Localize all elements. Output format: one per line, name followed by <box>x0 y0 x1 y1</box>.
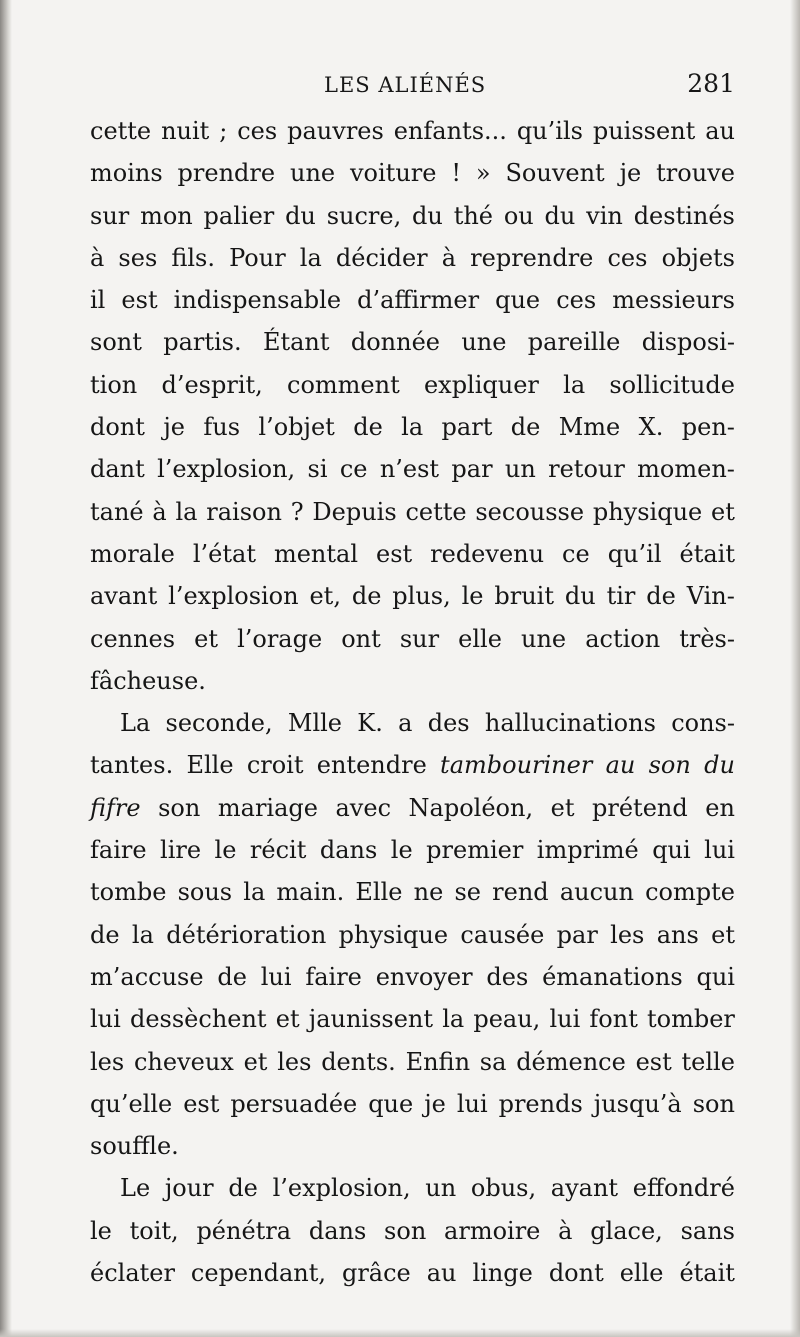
text-line: les cheveux et les dents. Enfin sa démence est telle <box>90 1047 735 1076</box>
text-line: Le jour de l’explosion, un obus, ayant effondré <box>120 1174 735 1203</box>
text-line: La seconde, Mlle K. a des hallucinations cons- <box>120 709 735 738</box>
text-line: tombe sous la main. Elle ne se rend aucun compte <box>90 878 735 907</box>
text-line: sur mon palier du sucre, du thé ou du vin destinés <box>90 201 735 230</box>
text-line: le toit, pénétra dans son armoire à glace, sans <box>90 1216 735 1245</box>
text-line: m’accuse de lui faire envoyer des émanations qui <box>90 962 735 991</box>
text-line: à ses fils. Pour la décider à reprendre ces objets <box>90 243 735 272</box>
text-line: il est indispensable d’affirmer que ces messieurs <box>90 286 735 315</box>
text-line: souffle. <box>90 1132 179 1161</box>
text-line: morale l’état mental est redevenu ce qu’il était <box>90 539 735 568</box>
text-line: éclater cependant, grâce au linge dont elle était <box>90 1259 735 1288</box>
text-line: tantes. Elle croit entendre tambouriner au son du <box>90 751 735 780</box>
text-line: dont je fus l’objet de la part de Mme X. pen- <box>90 413 735 442</box>
text-line: fâcheuse. <box>90 666 206 695</box>
text-line: lui dessèchent et jaunissent la peau, lui font tomber <box>90 1005 735 1034</box>
page-number: 281 <box>687 69 735 98</box>
text-line: sont partis. Étant donnée une pareille disposi- <box>90 328 735 357</box>
text-line: cennes et l’orage ont sur elle une action très- <box>90 624 735 653</box>
text-line: tané à la raison ? Depuis cette secousse physique et <box>90 497 735 526</box>
page-header <box>90 68 735 108</box>
page-left-edge <box>0 0 12 1337</box>
text-line: dant l’explosion, si ce n’est par un retour momen- <box>90 455 735 484</box>
text-line: de la détérioration physique causée par les ans et <box>90 920 735 949</box>
text-line: faire lire le récit dans le premier imprimé qui lui <box>90 836 735 865</box>
text-line: cette nuit ; ces pauvres enfants... qu’ils puissent au <box>90 117 735 145</box>
body-text <box>90 110 735 1294</box>
running-title: LES ALIÉNÉS <box>324 73 487 97</box>
text-line: qu’elle est persuadée que je lui prends jusqu’à son <box>90 1089 735 1118</box>
page-right-edge <box>790 0 800 1337</box>
text-line: avant l’explosion et, de plus, le bruit du tir de Vin- <box>90 582 735 611</box>
text-line: fifre son mariage avec Napoléon, et prétend en <box>90 793 735 822</box>
page-bottom-edge <box>0 1329 800 1337</box>
text-line: tion d’esprit, comment expliquer la sollicitude <box>90 370 735 399</box>
text-line: moins prendre une voiture ! » Souvent je trouve <box>90 159 735 188</box>
